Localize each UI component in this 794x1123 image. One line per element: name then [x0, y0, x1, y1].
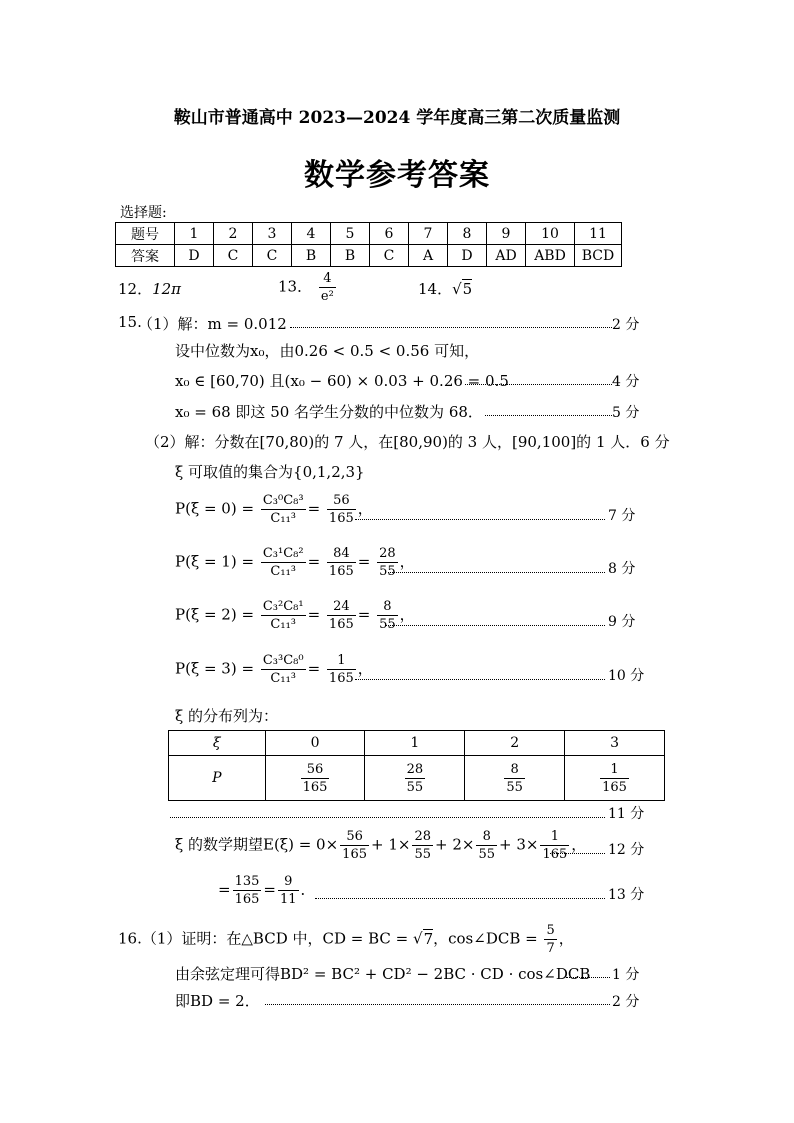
- q15-part2: （2）解：分数在[70,80)的 7 人，在[80,90)的 3 人，[90,100]的 1 人．6 分: [145, 433, 670, 451]
- table-cell: 答案: [116, 245, 175, 267]
- frac-den: C₁₁³: [270, 671, 296, 686]
- frac-num: 56: [327, 492, 356, 510]
- sqrt-value: 7: [423, 929, 434, 948]
- score: 2 分: [612, 317, 640, 333]
- frac-num: 8: [476, 828, 497, 846]
- exp-lhs: ξ 的数学期望E(ξ) = 0×: [175, 835, 339, 854]
- value-fraction: [540, 828, 569, 863]
- table-cell: 4: [292, 223, 331, 245]
- frac-den: C₁₁³: [270, 511, 296, 526]
- value-fraction: [476, 828, 497, 863]
- score: 10 分: [608, 668, 645, 684]
- frac-num: C₃¹C₈²: [262, 546, 304, 561]
- punct: ，: [399, 605, 415, 624]
- value-fraction: [412, 828, 433, 863]
- value-fraction: [405, 761, 426, 796]
- frac-den: 55: [414, 847, 431, 862]
- dot-leader: [385, 625, 605, 626]
- table-cell: 9: [487, 223, 526, 245]
- frac-num: C₃³C₈⁰: [262, 653, 304, 668]
- score: 12 分: [608, 842, 645, 858]
- frac-num: 56: [301, 761, 330, 779]
- dot-leader: [355, 519, 605, 520]
- text-line: ξ 可取值的集合为{0,1,2,3}: [175, 463, 365, 481]
- result-line: [218, 873, 316, 908]
- frac-num: C₃⁰C₈³: [262, 493, 304, 508]
- table-cell: ξ: [169, 731, 266, 756]
- q13-label: 13．: [278, 277, 313, 296]
- table-cell: 2: [465, 731, 565, 756]
- frac-den: C₁₁³: [270, 617, 296, 632]
- exp-op: + 2×: [435, 835, 475, 854]
- prob-line: P(ξ = 0) = $\frac{\text{C₃⁰C₈³}}{\text{C₁₁³}}$ = $\frac{56}{165}$ ，: [175, 493, 373, 526]
- frac-num: 5: [546, 923, 555, 938]
- frac-num: 8: [504, 761, 525, 779]
- table-cell: 3: [253, 223, 292, 245]
- frac-den: 7: [546, 941, 555, 956]
- value-fraction: [600, 761, 629, 796]
- table-cell: 11: [575, 223, 622, 245]
- prob-lhs: P(ξ = 3) =: [175, 659, 255, 678]
- table-cell: 1: [175, 223, 214, 245]
- table-cell: 6: [370, 223, 409, 245]
- page-title: 数学参考答案: [304, 158, 490, 193]
- cos-fraction: [544, 922, 556, 957]
- frac-num: 1: [600, 761, 629, 779]
- table-cell: C: [253, 245, 292, 267]
- table-cell: 0: [265, 731, 365, 756]
- frac-num: 28: [414, 829, 431, 844]
- frac-den: 165: [602, 779, 627, 795]
- q15-part1: （1）解：m = 0.012: [138, 315, 287, 333]
- choice-section-label: 选择题:: [120, 205, 167, 221]
- score: 5 分: [612, 405, 640, 421]
- dot-leader: [170, 817, 605, 818]
- table-cell: D: [175, 245, 214, 267]
- text-line: x₀ ∈ [60,70) 且(x₀ − 60) × 0.03 + 0.26 = 0.5: [175, 372, 509, 390]
- frac-num: 135: [234, 874, 260, 889]
- comb-fraction: [261, 545, 306, 580]
- frac-num: 4: [319, 270, 336, 288]
- dot-leader: [485, 415, 612, 416]
- value-fraction: [233, 873, 262, 908]
- dot-leader: [550, 853, 605, 854]
- dot-leader: [355, 679, 605, 680]
- exam-title: 鞍山市普通高中 2023—2024 学年度高三第二次质量监测: [173, 108, 621, 128]
- comb-fraction: [261, 652, 306, 687]
- table-cell: P: [169, 756, 266, 801]
- frac-num: 8: [377, 598, 398, 616]
- score: 13 分: [608, 887, 645, 903]
- table-cell: [365, 756, 465, 801]
- punct: ．: [300, 880, 316, 899]
- q14-value: 5: [462, 280, 473, 298]
- table-row: [116, 223, 622, 245]
- frac-den: 165: [328, 564, 354, 579]
- score: 7 分: [608, 508, 636, 524]
- dist-label: ξ 的分布列为：: [175, 707, 279, 725]
- value-fraction: [301, 761, 330, 796]
- q16-line: [118, 922, 574, 957]
- frac-num: 24: [327, 598, 356, 616]
- prob-line: P(ξ = 3) = $\frac{\text{C₃³C₈⁰}}{\text{C₁₁³}}$ = $\frac{1}{165}$ ，: [175, 653, 373, 686]
- q14-answer: [418, 278, 472, 299]
- table-row: [169, 756, 665, 801]
- punct: ，: [357, 659, 373, 678]
- q16-text: 16.（1）证明：在△BCD 中，CD = BC =: [118, 929, 409, 948]
- table-row: [116, 245, 622, 267]
- prob-lhs: P(ξ = 1) =: [175, 552, 255, 571]
- expectation-line: [175, 828, 586, 863]
- frac-den: 55: [506, 779, 523, 795]
- value-fraction: [327, 598, 356, 633]
- frac-den: 165: [234, 892, 260, 907]
- frac-den: C₁₁³: [270, 564, 296, 579]
- dot-leader: [315, 898, 605, 899]
- frac-den: 11: [279, 892, 297, 907]
- table-cell: B: [331, 245, 370, 267]
- prob-line: P(ξ = 2) = $\frac{\text{C₃²C₈¹}}{\text{C₁₁³}}$ = $\frac{24}{165}$ = $\frac{8}{55}$ ，: [175, 599, 415, 632]
- dot-leader: [566, 977, 610, 978]
- punct: ，: [357, 499, 373, 518]
- punct: ，: [558, 929, 574, 948]
- sqrt-icon: √: [413, 929, 423, 948]
- frac-num: C₃²C₈¹: [262, 599, 304, 614]
- q16-text: ，cos∠DCB =: [433, 929, 538, 948]
- score: 11 分: [608, 806, 645, 822]
- table-cell: [465, 756, 565, 801]
- value-fraction: [377, 598, 398, 633]
- table-cell: [265, 756, 365, 801]
- text-line: 由余弦定理可得BD² = BC² + CD² − 2BC · CD · cos∠DCB: [175, 965, 591, 983]
- table-cell: BCD: [575, 245, 622, 267]
- table-cell: 题号: [116, 223, 175, 245]
- frac-num: 1: [540, 828, 569, 846]
- frac-den: 55: [406, 779, 424, 795]
- q12-label: 12．: [118, 280, 153, 298]
- text-line: 设中位数为x₀，由0.26 < 0.5 < 0.56 可知，: [175, 342, 480, 360]
- eq-sign: =: [218, 880, 231, 899]
- table-cell: 1: [365, 731, 465, 756]
- dot-leader: [265, 1004, 610, 1005]
- table-cell: 3: [565, 731, 665, 756]
- exp-op: + 3×: [499, 835, 539, 854]
- q13-fraction: [319, 270, 336, 305]
- frac-den: 55: [478, 847, 495, 862]
- text-line: x₀ = 68 即这 50 名学生分数的中位数为 68．: [175, 403, 483, 421]
- table-cell: D: [448, 245, 487, 267]
- table-cell: 2: [214, 223, 253, 245]
- q12-answer: [118, 278, 181, 299]
- table-cell: B: [292, 245, 331, 267]
- table-cell: C: [214, 245, 253, 267]
- prob-line: P(ξ = 1) = $\frac{\text{C₃¹C₈²}}{\text{C₁₁³}}$ = $\frac{84}{165}$ = $\frac{28}{55}$ ，: [175, 546, 415, 579]
- score: 8 分: [608, 561, 636, 577]
- table-cell: 5: [331, 223, 370, 245]
- frac-den: 165: [542, 847, 568, 862]
- value-fraction: [327, 492, 356, 527]
- answer-table: [115, 222, 622, 267]
- table-cell: 8: [448, 223, 487, 245]
- comb-fraction: [261, 598, 306, 633]
- table-cell: [565, 756, 665, 801]
- table-cell: C: [370, 245, 409, 267]
- sqrt-icon: √: [452, 280, 462, 298]
- distribution-table: [168, 730, 665, 801]
- score: 4 分: [612, 374, 640, 390]
- value-fraction: [327, 652, 356, 687]
- q13-answer: [278, 270, 338, 305]
- dot-leader: [290, 327, 612, 328]
- table-row: [169, 731, 665, 756]
- prob-lhs: P(ξ = 0) =: [175, 499, 255, 518]
- table-cell: 7: [409, 223, 448, 245]
- value-fraction: [327, 545, 356, 580]
- score: 1 分: [612, 967, 640, 983]
- table-cell: 10: [526, 223, 575, 245]
- q14-label: 14．: [418, 280, 453, 298]
- value-fraction: [340, 828, 369, 863]
- frac-den: 165: [342, 847, 367, 862]
- value-fraction: [377, 545, 398, 580]
- frac-num: 28: [406, 761, 424, 777]
- frac-den: e²: [320, 289, 334, 304]
- punct: ，: [399, 552, 415, 571]
- table-cell: A: [409, 245, 448, 267]
- frac-num: 9: [278, 873, 299, 891]
- frac-num: 1: [327, 652, 356, 670]
- dot-leader: [388, 572, 605, 573]
- frac-den: 165: [328, 617, 354, 632]
- exp-op: + 1×: [371, 835, 411, 854]
- q15-number: 15.: [118, 313, 142, 331]
- frac-num: 28: [379, 546, 396, 561]
- frac-den: 165: [302, 779, 328, 795]
- text-line: 即BD = 2．: [175, 992, 260, 1010]
- score: 9 分: [608, 614, 636, 630]
- q12-value: 12π: [152, 280, 182, 298]
- frac-num: 56: [340, 828, 369, 846]
- frac-den: 165: [328, 671, 354, 686]
- value-fraction: [278, 873, 299, 908]
- comb-fraction: [261, 492, 306, 527]
- punct: ，: [571, 835, 587, 854]
- table-cell: ABD: [526, 245, 575, 267]
- frac-den: 55: [379, 564, 396, 579]
- eq-sign: =: [263, 880, 276, 899]
- frac-den: 165: [328, 511, 354, 526]
- score: 2 分: [612, 994, 640, 1010]
- frac-num: 84: [327, 545, 356, 563]
- value-fraction: [504, 761, 525, 796]
- table-cell: AD: [487, 245, 526, 267]
- prob-lhs: P(ξ = 2) =: [175, 605, 255, 624]
- frac-den: 55: [379, 617, 396, 632]
- dot-leader: [465, 384, 612, 385]
